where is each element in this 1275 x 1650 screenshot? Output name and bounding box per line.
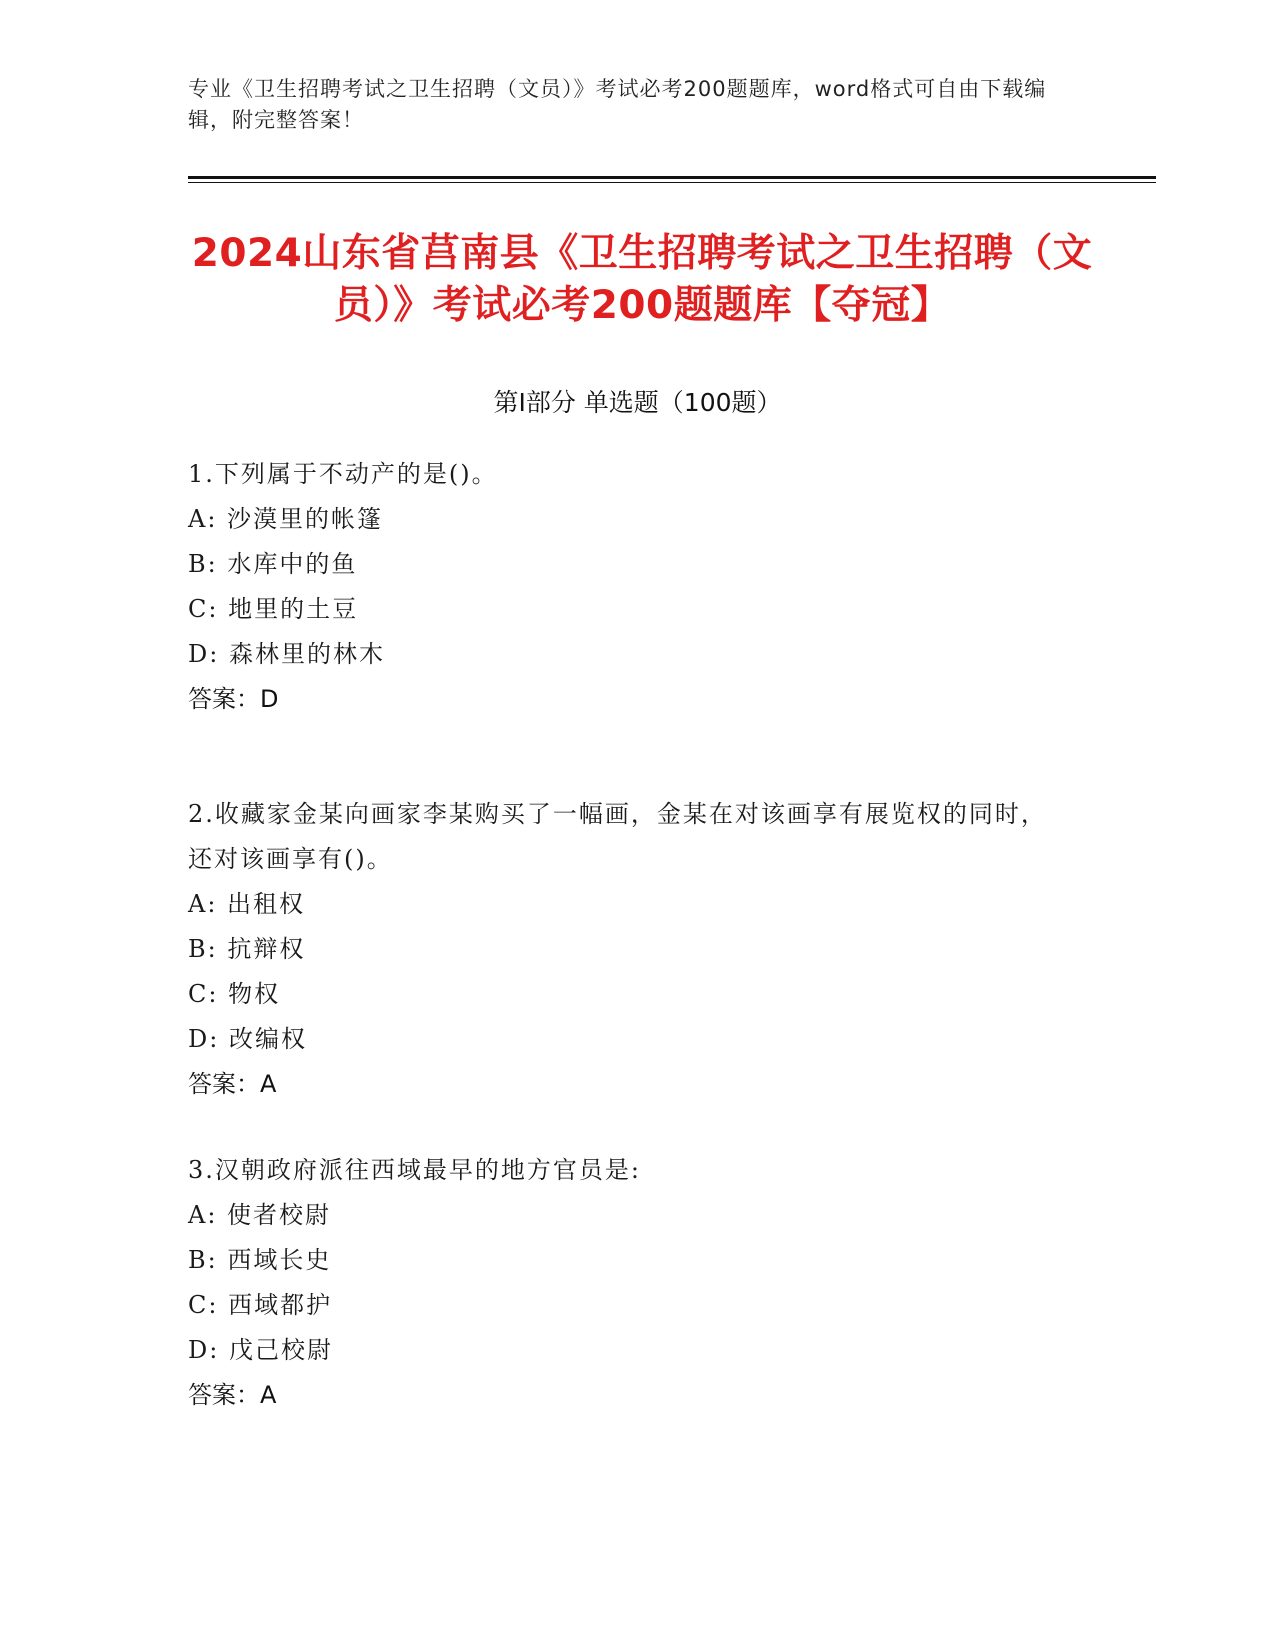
option-a: A: 出租权	[188, 890, 306, 918]
question-3	[188, 1148, 1068, 1418]
option-b: B: 西域长史	[188, 1246, 332, 1274]
option-b: B: 抗辩权	[188, 935, 306, 963]
document-title: 2024山东省莒南县《卫生招聘考试之卫生招聘（文员）》考试必考200题题库【夺冠】	[191, 231, 1093, 328]
question-2	[188, 792, 1068, 1107]
section-title: 第Ⅰ部分 单选题（100题）	[493, 388, 782, 417]
header-divider-thick	[188, 176, 1156, 179]
question-stem: 2.收藏家金某向画家李某购买了一幅画，金某在对该画享有展览权的同时，还对该画享有()。	[188, 800, 1047, 873]
option-d: D: 戊己校尉	[188, 1336, 333, 1364]
option-d: D: 改编权	[188, 1025, 307, 1053]
question-1	[188, 452, 1068, 722]
option-a: A: 使者校尉	[188, 1201, 332, 1229]
option-c: C: 物权	[188, 980, 281, 1008]
question-stem: 3.汉朝政府派往西域最早的地方官员是:	[188, 1156, 641, 1184]
option-c: C: 地里的土豆	[188, 595, 359, 623]
answer: 答案：A	[188, 1070, 277, 1098]
option-b: B: 水库中的鱼	[188, 550, 358, 578]
question-stem: 1.下列属于不动产的是()。	[188, 460, 498, 488]
answer: 答案：D	[188, 685, 279, 713]
header-note: 专业《卫生招聘考试之卫生招聘（文员）》考试必考200题题库，word格式可自由下载编辑，附完整答案！	[188, 77, 1047, 132]
answer: 答案：A	[188, 1381, 277, 1409]
option-a: A: 沙漠里的帐篷	[188, 505, 384, 533]
option-d: D: 森林里的林木	[188, 640, 385, 668]
header-divider-thin	[188, 182, 1156, 183]
option-c: C: 西域都护	[188, 1291, 333, 1319]
